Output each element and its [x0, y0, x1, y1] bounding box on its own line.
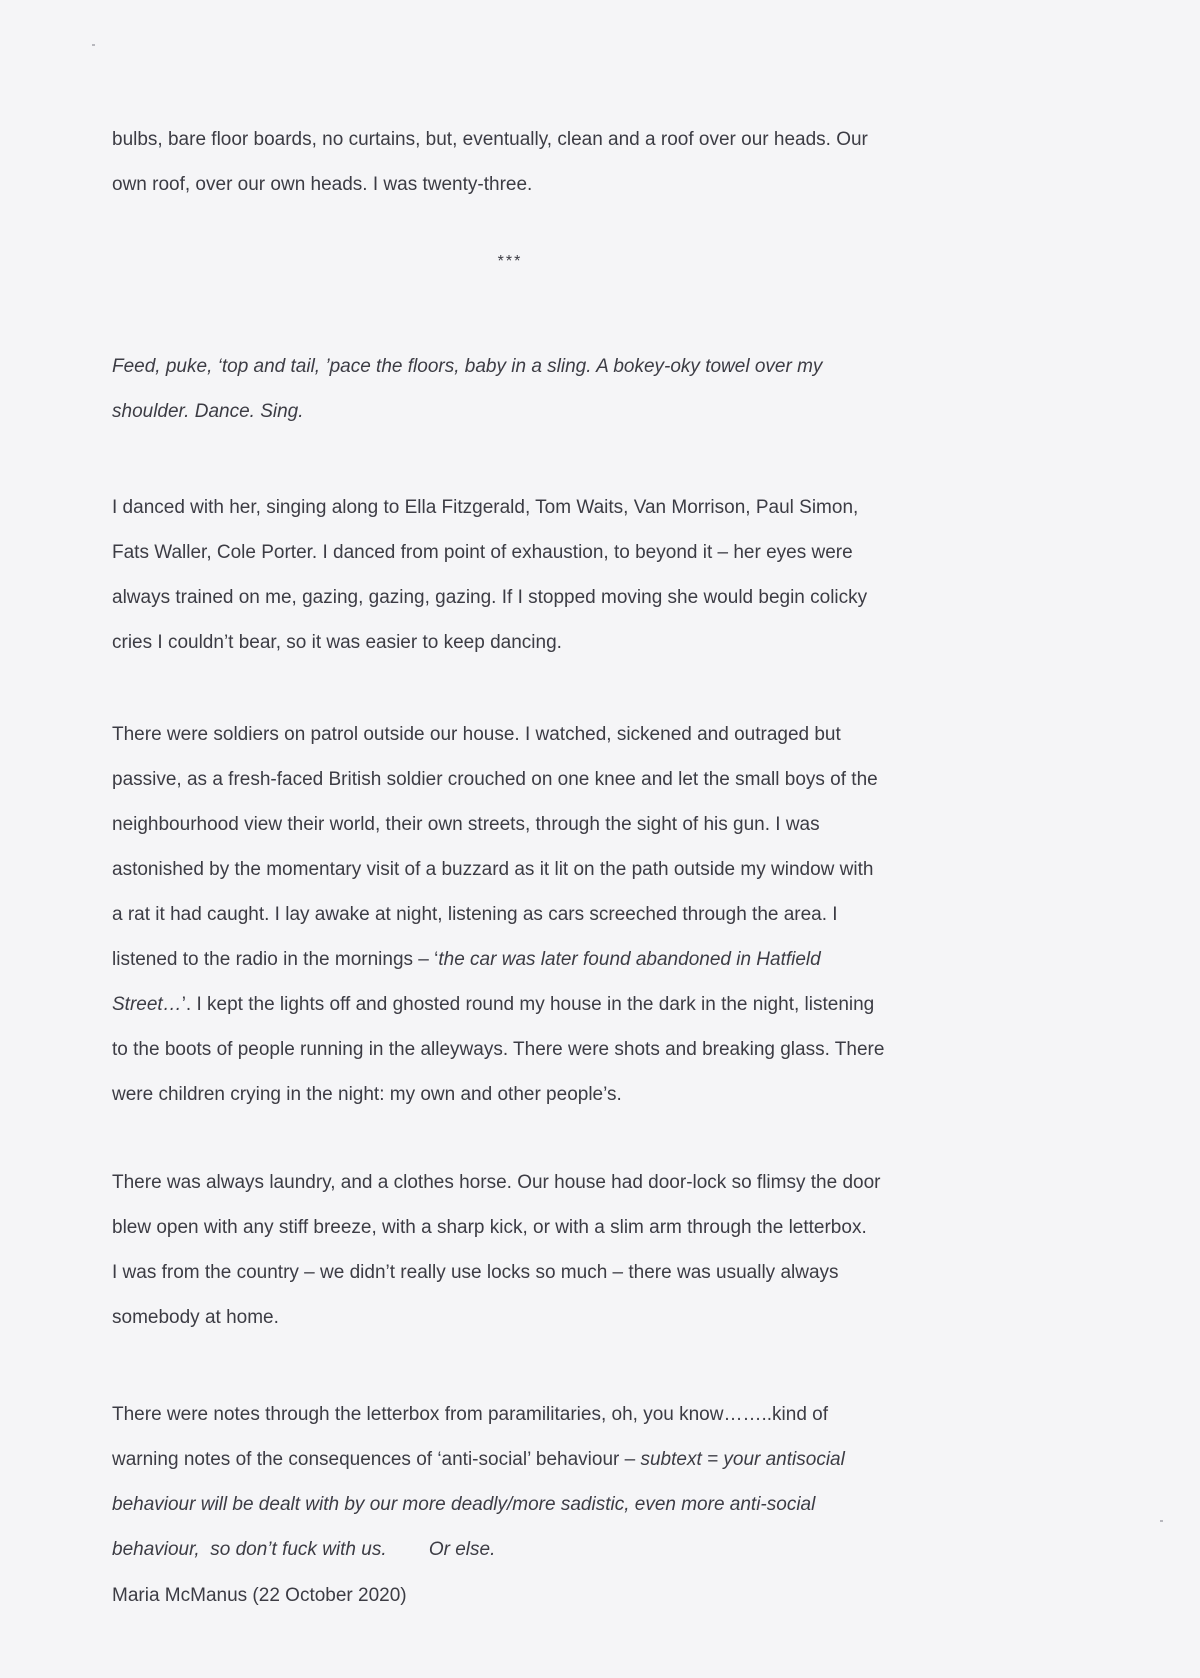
text-line: Feed, puke, ‘top and tail, ’pace the floors, baby in a sling. A bokey-oky towel over my [112, 356, 823, 377]
text-line: behaviour, so don’t fuck with us. Or else. [112, 1539, 496, 1560]
text-run: warning notes of the consequences of ‘anti-social’ behaviour – [112, 1449, 641, 1470]
text-line: Fats Waller, Cole Porter. I danced from point of exhaustion, to beyond it – her eyes were [112, 542, 853, 563]
text-line: astonished by the momentary visit of a buzzard as it lit on the path outside my window with [112, 859, 874, 880]
text-run: ’. I kept the lights off and ghosted round my house in the dark in the night, listening [181, 994, 875, 1015]
paragraph-soldiers [112, 712, 1062, 1117]
section-separator: *** [497, 253, 523, 270]
text-line [112, 982, 1062, 1027]
text-line: I danced with her, singing along to Ella Fitzgerald, Tom Waits, Van Morrison, Paul Simon, [112, 497, 859, 518]
text-line: shoulder. Dance. Sing. [112, 401, 304, 422]
text-line: neighbourhood view their world, their own streets, through the sight of his gun. I was [112, 814, 820, 835]
text-line: blew open with any stiff breeze, with a sharp kick, or with a slim arm through the letterbox. [112, 1217, 867, 1238]
paragraph-laundry [112, 1160, 1062, 1340]
quote-italic: the car was later found abandoned in Hatfield [438, 949, 821, 970]
paragraph-notes [112, 1392, 1062, 1572]
paragraph-feed [112, 344, 1062, 434]
text-line: I was from the country – we didn’t really use locks so much – there was usually always [112, 1262, 839, 1283]
paragraph-dance [112, 485, 1062, 665]
text-line: somebody at home. [112, 1307, 279, 1328]
text-line: There was always laundry, and a clothes horse. Our house had door-lock so flimsy the door [112, 1172, 881, 1193]
subtext-italic: subtext = your antisocial [640, 1449, 845, 1470]
text-line: were children crying in the night: my own and other people’s. [112, 1084, 622, 1105]
text-line: cries I couldn’t bear, so it was easier to keep dancing. [112, 632, 562, 653]
text-line [112, 1437, 1062, 1482]
text-line: a rat it had caught. I lay awake at night, listening as cars screeched through the area. I [112, 904, 838, 925]
text-line [112, 937, 1062, 982]
text-run: listened to the radio in the mornings – ‘ [112, 949, 439, 970]
text-line: There were notes through the letterbox from paramilitaries, oh, you know……..kind of [112, 1404, 829, 1425]
text-line: There were soldiers on patrol outside our house. I watched, sickened and outraged but [112, 724, 841, 745]
text-line: behaviour will be dealt with by our more deadly/more sadistic, even more anti-social [112, 1494, 816, 1515]
text-line: bulbs, bare floor boards, no curtains, but, eventually, clean and a roof over our heads. Our [112, 129, 868, 150]
paper-speck [92, 44, 95, 46]
text-line: passive, as a fresh-faced British soldier crouched on one knee and let the small boys of the [112, 769, 878, 790]
text-line: always trained on me, gazing, gazing, gazing. If I stopped moving she would begin colicky [112, 587, 868, 608]
text-line: to the boots of people running in the alleyways. There were shots and breaking glass. There [112, 1039, 885, 1060]
quote-italic: Street… [112, 994, 182, 1015]
author-signature: Maria McManus (22 October 2020) [112, 1585, 407, 1606]
paper-speck [1160, 1520, 1163, 1522]
paragraph-intro [112, 117, 1062, 207]
text-line: own roof, over our own heads. I was twenty-three. [112, 174, 533, 195]
